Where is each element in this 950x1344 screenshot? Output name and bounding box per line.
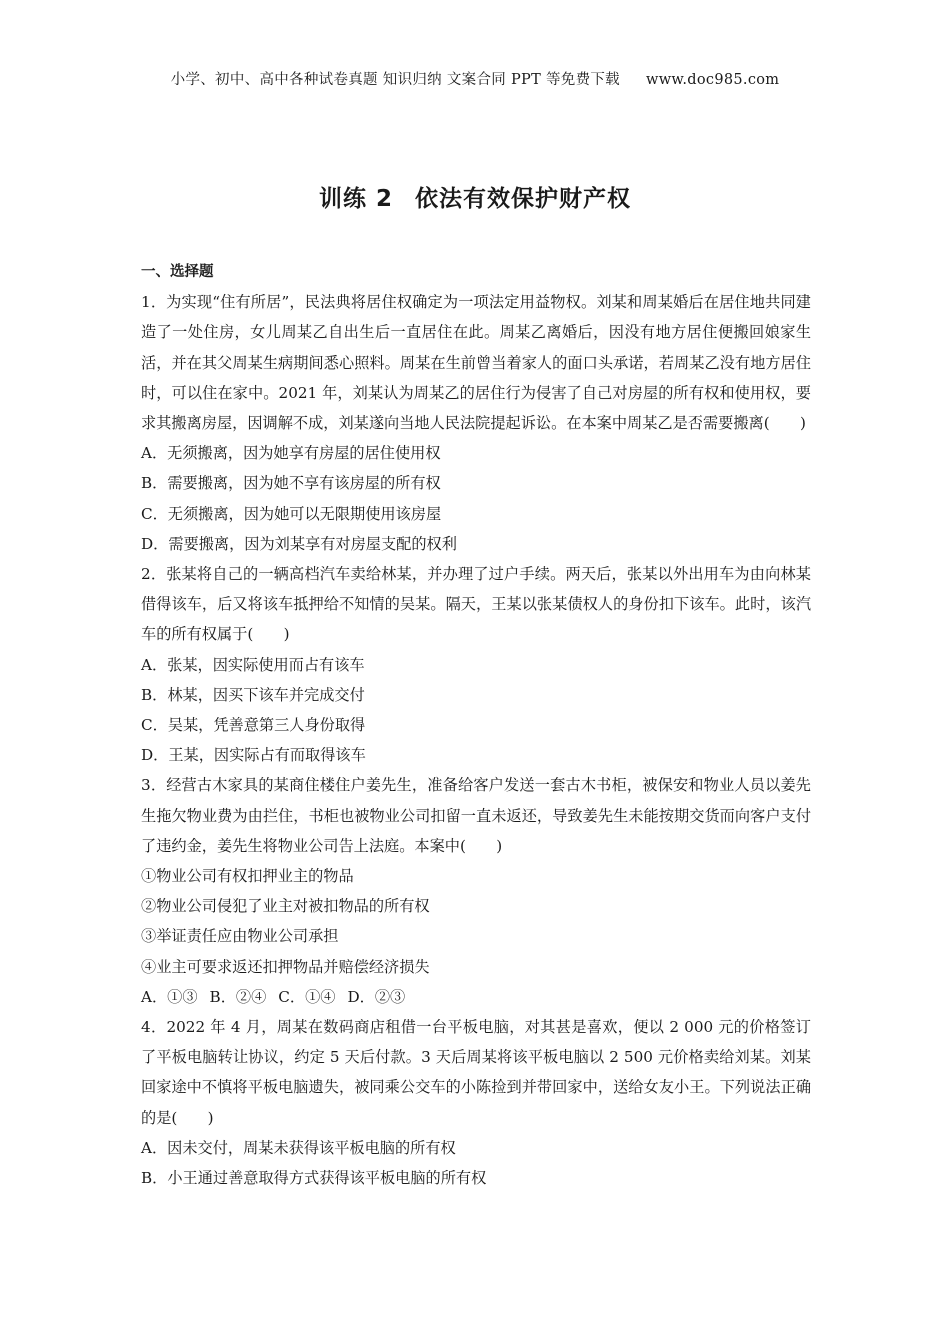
option-a: A．张某，因实际使用而占有该车 <box>141 655 365 674</box>
title-number: 训练 2 <box>318 186 393 212</box>
header-url: www.doc985.com <box>645 72 780 88</box>
question-stem: 3．经营古木家具的某商住楼住户姜先生，准备给客户发送一套古木书柜，被保安和物业人员以姜先生拖欠物业费为由拦住，书柜也被物业公司扣留一直未返还，导致姜先生未能按期交货而向客户支付了违约金，姜先生将物业公司告上法庭。本案中( ) <box>141 776 811 855</box>
choice-row <box>141 982 811 1012</box>
question-stem: 4．2022 年 4 月，周某在数码商店租借一台平板电脑，对其甚是喜欢，便以 2 000 元的价格签订了平板电脑转让协议，约定 5 天后付款。3 天后周某将该平板电脑以 2 500 元价格卖给刘某。刘某回家途中不慎将平板电脑遗失，被同乘公交车的小陈捡到并带回家中，送给女友小王。下列说法正确的是( ) <box>141 1018 811 1127</box>
question-stem: 1．为实现“住有所居”，民法典将居住权确定为一项法定用益物权。刘某和周某婚后在居住地共同建造了一处住房，女儿周某乙自出生后一直居住在此。周某乙离婚后，因没有地方居住便搬回娘家生活，并在其父周某生病期间悉心照料。周某在生前曾当着家人的面口头承诺，若周某乙没有地方居住时，可以住在家中。2021 年，刘某认为周某乙的居住行为侵害了自己对房屋的所有权和使用权，要求其搬离房屋，因调解不成，刘某遂向当地人民法院提起诉讼。在本案中周某乙是否需要搬离( ) <box>141 293 811 433</box>
page-title <box>0 180 950 213</box>
choice-a: A．①③ <box>141 987 198 1006</box>
option-b: B．需要搬离，因为她不享有该房屋的所有权 <box>141 474 441 493</box>
statement-2: ②物业公司侵犯了业主对被扣物品的所有权 <box>141 897 430 916</box>
choice-c: C．①④ <box>278 987 336 1006</box>
statement-1: ①物业公司有权扣押业主的物品 <box>141 867 354 886</box>
statement-4: ④业主可要求返还扣押物品并赔偿经济损失 <box>141 957 430 976</box>
choice-b: B．②④ <box>209 987 267 1006</box>
question-1 <box>141 287 811 559</box>
option-c: C．吴某，凭善意第三人身份取得 <box>141 716 366 735</box>
question-stem: 2．张某将自己的一辆高档汽车卖给林某，并办理了过户手续。两天后，张某以外出用车为由向林某借得该车，后又将该车抵押给不知情的吴某。隔天，王某以张某债权人的身份扣下该车。此时，该汽车的所有权属于( ) <box>141 565 811 644</box>
section-heading: 一、选择题 <box>141 264 214 280</box>
option-a: A．无须搬离，因为她享有房屋的居住使用权 <box>141 444 441 463</box>
question-3 <box>141 770 811 1012</box>
header-text: 小学、初中、高中各种试卷真题 知识归纳 文案合同 PPT 等免费下载 <box>170 72 620 88</box>
option-c: C．无须搬离，因为她可以无限期使用该房屋 <box>141 504 442 523</box>
option-d: D．王某，因实际占有而取得该车 <box>141 746 366 765</box>
option-b: B．林某，因买下该车并完成交付 <box>141 685 365 704</box>
title-text: 依法有效保护财产权 <box>415 186 631 212</box>
option-a: A．因未交付，周某未获得该平板电脑的所有权 <box>141 1138 456 1157</box>
question-4 <box>141 1012 811 1193</box>
option-b: B．小王通过善意取得方式获得该平板电脑的所有权 <box>141 1169 487 1188</box>
document-body <box>141 257 811 1193</box>
choice-d: D．②③ <box>347 987 406 1006</box>
page-header <box>0 68 950 89</box>
question-2 <box>141 559 811 770</box>
statement-3: ③举证责任应由物业公司承担 <box>141 927 339 946</box>
option-d: D．需要搬离，因为刘某享有对房屋支配的权利 <box>141 534 457 553</box>
